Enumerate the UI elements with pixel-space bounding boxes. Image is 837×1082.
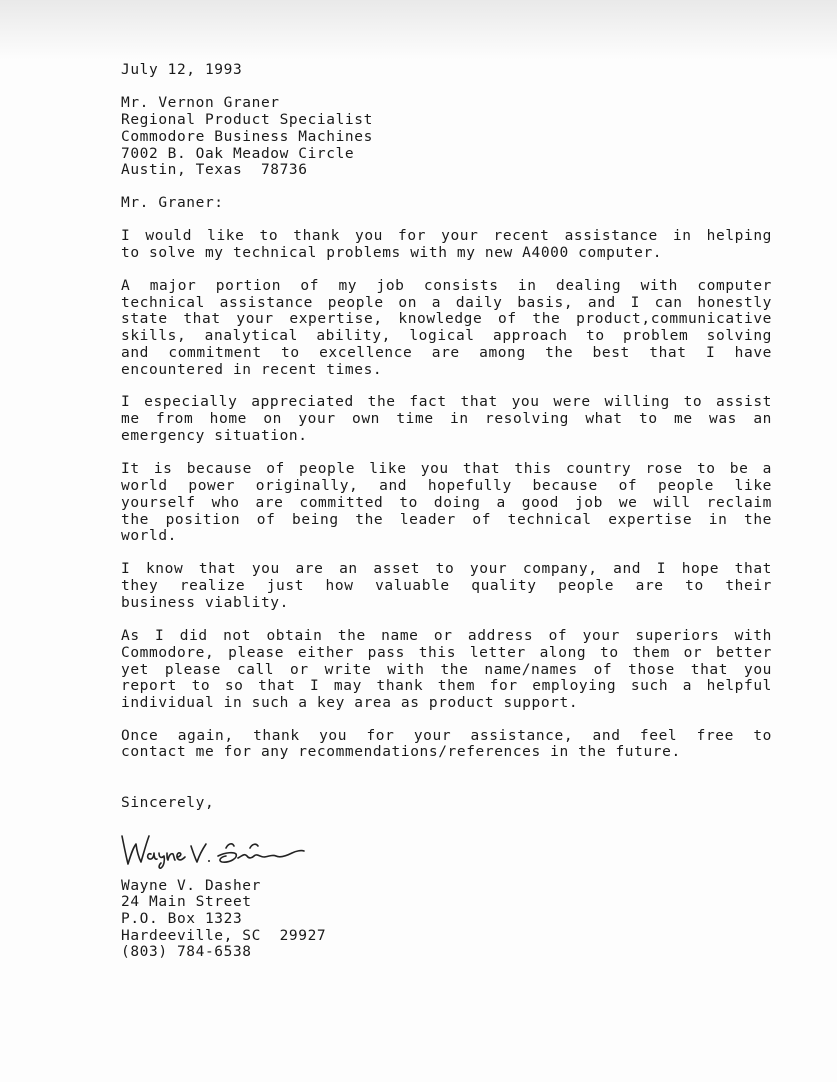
body-line: yet please call or write with the name/names of those that you: [121, 662, 772, 678]
body-line: It is because of people like you that this country rose to be a: [121, 461, 772, 477]
body-line: world.: [121, 528, 177, 544]
sender-po-box: P.O. Box 1323: [121, 911, 243, 927]
sender-street: 24 Main Street: [121, 894, 252, 910]
body-line: A major portion of my job consists in dealing with computer: [121, 278, 772, 294]
body-line: skills, analytical ability, logical approach to problem solving: [121, 328, 772, 344]
sender-city: Hardeeville, SC 29927: [121, 928, 327, 944]
scan-shadow: [0, 0, 837, 60]
body-line: the position of being the leader of technical expertise in the: [121, 512, 772, 528]
body-line: contact me for any recommendations/references in the future.: [121, 744, 681, 760]
body-line: technical assistance people on a daily basis, and I can honestly: [121, 295, 772, 311]
body-line: As I did not obtain the name or address of your superiors with: [121, 628, 772, 644]
body-line: to solve my technical problems with my new A4000 computer.: [121, 245, 663, 261]
salutation: Mr. Graner:: [121, 195, 224, 211]
recipient-street: 7002 B. Oak Meadow Circle: [121, 146, 355, 162]
sender-name: Wayne V. Dasher: [121, 878, 261, 894]
body-line: business viablity.: [121, 595, 289, 611]
body-line: Commodore, please either pass this letter along to them or better: [121, 645, 772, 661]
body-line: encountered in recent times.: [121, 362, 383, 378]
body-line: state that your expertise, knowledge of the product,communicative: [121, 311, 772, 327]
recipient-city: Austin, Texas 78736: [121, 162, 308, 178]
body-line: individual in such a key area as product support.: [121, 695, 579, 711]
recipient-name: Mr. Vernon Graner: [121, 95, 280, 111]
recipient-title: Regional Product Specialist: [121, 112, 373, 128]
body-line: I especially appreciated the fact that you were willing to assist: [121, 394, 772, 410]
body-line: report to so that I may thank them for employing such a helpful: [121, 678, 772, 694]
recipient-company: Commodore Business Machines: [121, 129, 373, 145]
body-line: they realize just how valuable quality people are to their: [121, 578, 772, 594]
body-line: world power originally, and hopefully because of people like: [121, 478, 772, 494]
body-line: Once again, thank you for your assistance, and feel free to: [121, 728, 772, 744]
signature-image: [118, 826, 308, 870]
closing: Sincerely,: [121, 795, 215, 811]
body-line: I know that you are an asset to your company, and I hope that: [121, 561, 772, 577]
body-line: emergency situation.: [121, 428, 308, 444]
body-line: me from home on your own time in resolving what to me was an: [121, 411, 772, 427]
body-line: I would like to thank you for your recent assistance in helping: [121, 228, 772, 244]
body-line: and commitment to excellence are among the best that I have: [121, 345, 772, 361]
letter-date: July 12, 1993: [121, 62, 243, 78]
body-line: yourself who are committed to doing a good job we will reclaim: [121, 495, 772, 511]
sender-phone: (803) 784-6538: [121, 944, 252, 960]
